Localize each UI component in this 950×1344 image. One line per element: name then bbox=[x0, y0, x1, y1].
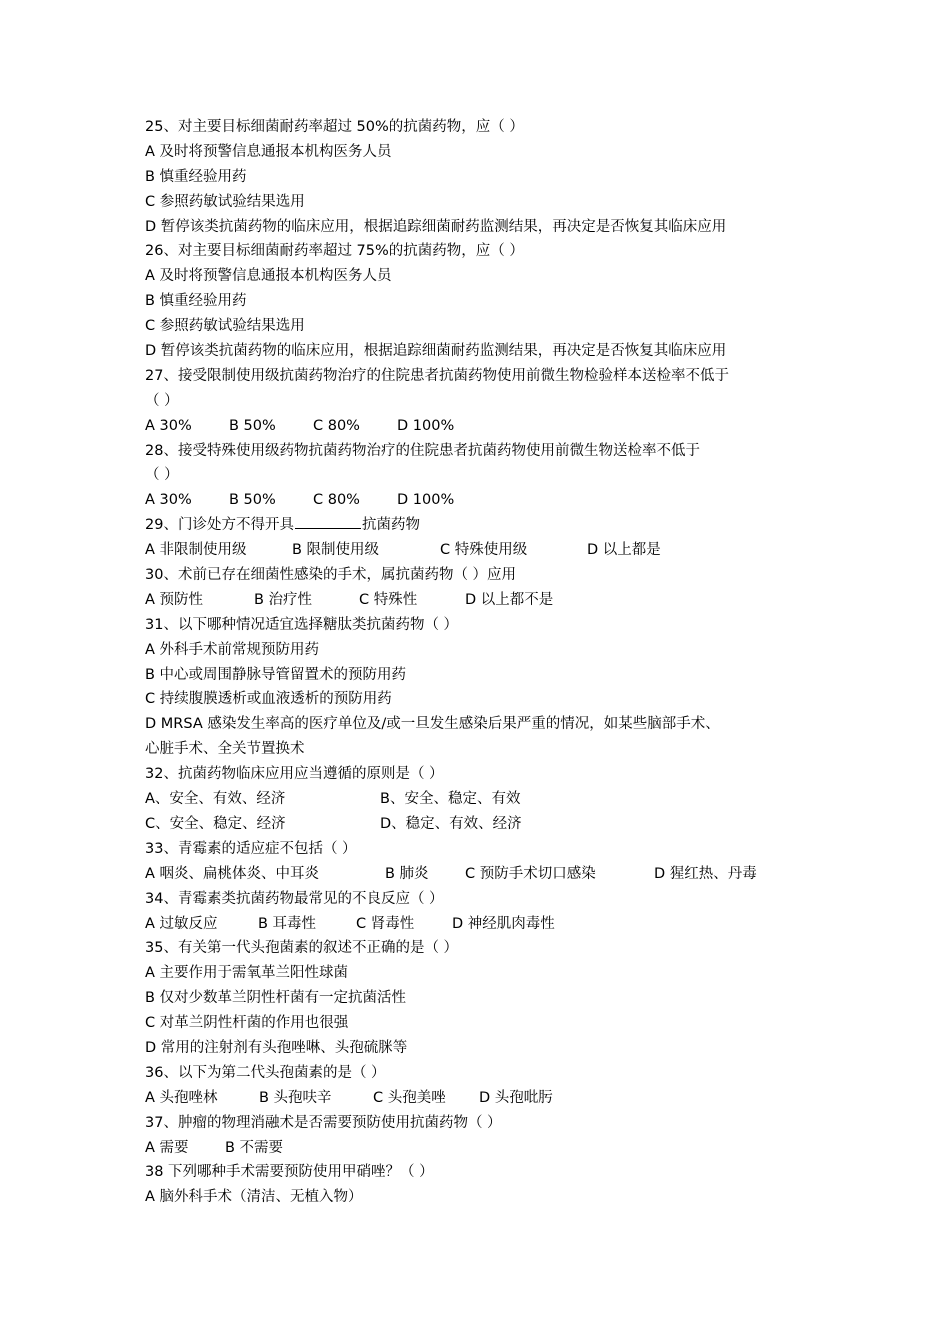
q28-option-a: A 30% bbox=[145, 492, 192, 509]
q29-option-c: C 特殊使用级 bbox=[440, 542, 528, 559]
question-26: 26、对主要目标细菌耐药率超过 75%的抗菌药物，应（ ） bbox=[145, 243, 524, 260]
q26-option-a: A 及时将预警信息通报本机构医务人员 bbox=[145, 268, 392, 285]
q34-option-b: B 耳毒性 bbox=[258, 915, 317, 932]
q28-option-d: D 100% bbox=[397, 492, 455, 509]
q34-option-a: A 过敏反应 bbox=[145, 915, 218, 932]
q33-option-b: B 肺炎 bbox=[385, 865, 429, 882]
q32-option-d: D、稳定、有效、经济 bbox=[380, 815, 522, 832]
q31-option-d: D MRSA 感染发生率高的医疗单位及/或一旦发生感染后果严重的情况，如某些脑部手术、 bbox=[145, 716, 720, 733]
question-29 bbox=[145, 513, 810, 538]
q27-options bbox=[145, 414, 810, 439]
q35-option-b: B 仅对少数革兰阴性杆菌有一定抗菌活性 bbox=[145, 990, 407, 1007]
q29-prefix: 29、门诊处方不得开具 bbox=[145, 517, 294, 534]
q31-option-b: B 中心或周围静脉导管留置术的预防用药 bbox=[145, 666, 407, 683]
q29-option-b: B 限制使用级 bbox=[292, 542, 380, 559]
q32-option-c: C、安全、稳定、经济 bbox=[145, 815, 286, 832]
q28-option-b: B 50% bbox=[229, 492, 276, 509]
q33-option-d: D 猩红热、丹毒 bbox=[654, 865, 757, 882]
q30-option-b: B 治疗性 bbox=[254, 591, 313, 608]
fill-in-blank bbox=[295, 514, 361, 529]
question-32: 32、抗菌药物临床应用应当遵循的原则是（ ） bbox=[145, 766, 444, 783]
q25-option-c: C 参照药敏试验结果选用 bbox=[145, 193, 305, 210]
q30-option-a: A 预防性 bbox=[145, 591, 204, 608]
q32-option-a: A、安全、有效、经济 bbox=[145, 791, 286, 808]
question-36: 36、以下为第二代头孢菌素的是（ ） bbox=[145, 1064, 386, 1081]
q34-option-d: D 神经肌肉毒性 bbox=[452, 915, 555, 932]
q37-option-b: B 不需要 bbox=[225, 1139, 284, 1156]
question-list bbox=[145, 115, 810, 1210]
q33-option-c: C 预防手术切口感染 bbox=[465, 865, 596, 882]
q33-options bbox=[145, 862, 810, 887]
q36-option-a: A 头孢唑林 bbox=[145, 1089, 218, 1106]
q30-option-d: D 以上都不是 bbox=[465, 591, 554, 608]
q29-options bbox=[145, 538, 810, 563]
q29-suffix: 抗菌药物 bbox=[361, 517, 420, 534]
question-37: 37、肿瘤的物理消融术是否需要预防使用抗菌药物（ ） bbox=[145, 1114, 502, 1131]
question-31: 31、以下哪种情况适宜选择糖肽类抗菌药物（ ） bbox=[145, 616, 459, 633]
q37-options bbox=[145, 1136, 810, 1161]
question-28-blank: （ ） bbox=[145, 467, 179, 484]
q36-option-b: B 头孢呋辛 bbox=[259, 1089, 332, 1106]
q25-option-d: D 暂停该类抗菌药物的临床应用，根据追踪细菌耐药监测结果，再决定是否恢复其临床应用 bbox=[145, 218, 727, 235]
q26-option-d: D 暂停该类抗菌药物的临床应用，根据追踪细菌耐药监测结果，再决定是否恢复其临床应用 bbox=[145, 343, 727, 360]
q32-options-row-1 bbox=[145, 787, 810, 812]
q28-options bbox=[145, 488, 810, 513]
q27-option-a: A 30% bbox=[145, 417, 192, 434]
question-30: 30、术前已存在细菌性感染的手术，属抗菌药物（ ）应用 bbox=[145, 567, 517, 584]
q37-option-a: A 需要 bbox=[145, 1139, 189, 1156]
q29-option-d: D 以上都是 bbox=[587, 542, 661, 559]
q34-option-c: C 肾毒性 bbox=[356, 915, 415, 932]
q34-options bbox=[145, 912, 810, 937]
q38-option-a: A 脑外科手术（清洁、无植入物） bbox=[145, 1189, 363, 1206]
question-27: 27、接受限制使用级抗菌药物治疗的住院患者抗菌药物使用前微生物检验样本送检率不低于 bbox=[145, 367, 729, 384]
question-25: 25、对主要目标细菌耐药率超过 50%的抗菌药物，应（ ） bbox=[145, 119, 524, 135]
q30-option-c: C 特殊性 bbox=[359, 591, 418, 608]
q27-option-c: C 80% bbox=[313, 417, 360, 434]
question-27-blank: （ ） bbox=[145, 392, 179, 409]
q25-option-a: A 及时将预警信息通报本机构医务人员 bbox=[145, 143, 392, 160]
q32-options-row-2 bbox=[145, 812, 810, 837]
q26-option-b: B 慎重经验用药 bbox=[145, 293, 247, 310]
q25-option-b: B 慎重经验用药 bbox=[145, 168, 247, 185]
q32-option-b: B、安全、稳定、有效 bbox=[380, 791, 521, 808]
question-34: 34、青霉素类抗菌药物最常见的不良反应（ ） bbox=[145, 890, 444, 907]
q35-option-c: C 对革兰阴性杆菌的作用也很强 bbox=[145, 1015, 349, 1032]
q29-option-a: A 非限制使用级 bbox=[145, 542, 247, 559]
q26-option-c: C 参照药敏试验结果选用 bbox=[145, 318, 305, 335]
question-33: 33、青霉素的适应症不包括（ ） bbox=[145, 840, 357, 857]
q28-option-c: C 80% bbox=[313, 492, 360, 509]
q31-option-c: C 持续腹膜透析或血液透析的预防用药 bbox=[145, 691, 392, 708]
q27-option-d: D 100% bbox=[397, 417, 455, 434]
q30-options bbox=[145, 588, 810, 613]
q36-option-c: C 头孢美唑 bbox=[373, 1089, 446, 1106]
question-28: 28、接受特殊使用级药物抗菌药物治疗的住院患者抗菌药物使用前微生物送检率不低于 bbox=[145, 442, 700, 459]
q27-option-b: B 50% bbox=[229, 417, 276, 434]
q31-option-d-continued: 心脏手术、全关节置换术 bbox=[145, 741, 305, 758]
q36-option-d: D 头孢吡肟 bbox=[479, 1089, 553, 1106]
q35-option-d: D 常用的注射剂有头孢唑啉、头孢硫脒等 bbox=[145, 1039, 408, 1056]
question-35: 35、有关第一代头孢菌素的叙述不正确的是（ ） bbox=[145, 940, 459, 957]
q31-option-a: A 外科手术前常规预防用药 bbox=[145, 641, 320, 658]
question-38: 38 下列哪种手术需要预防使用甲硝唑？（ ） bbox=[145, 1164, 434, 1181]
q36-options bbox=[145, 1086, 810, 1111]
q33-option-a: A 咽炎、扁桃体炎、中耳炎 bbox=[145, 865, 320, 882]
q35-option-a: A 主要作用于需氧革兰阳性球菌 bbox=[145, 965, 349, 982]
